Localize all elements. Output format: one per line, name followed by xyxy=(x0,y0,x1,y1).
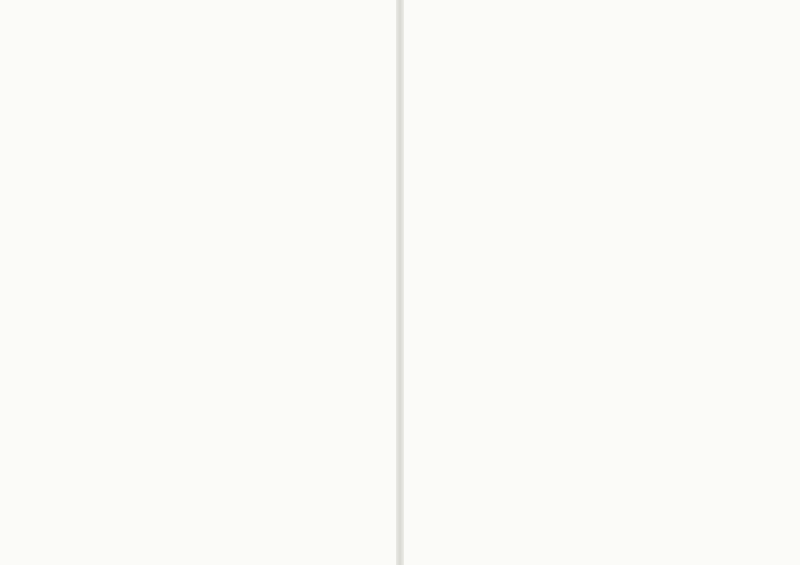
spacer xyxy=(356,70,366,490)
right-page xyxy=(404,0,800,565)
left-page-body xyxy=(60,70,366,490)
spacer xyxy=(342,70,352,490)
left-page xyxy=(0,0,396,565)
book-gutter xyxy=(396,0,404,565)
right-page-body xyxy=(466,70,774,490)
